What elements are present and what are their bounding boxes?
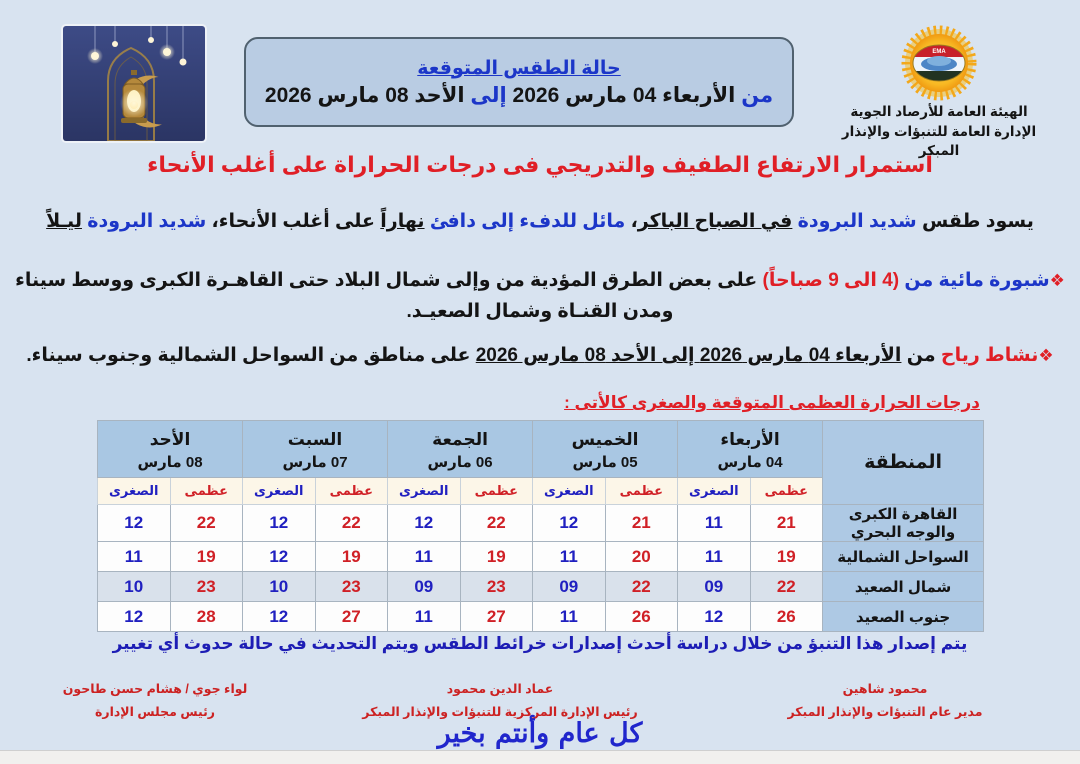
min-temp: 09 (678, 572, 751, 602)
greeting-text: كل عام وأنتم بخير (437, 718, 643, 749)
min-label: الصغرى (243, 478, 316, 505)
max-temp: 19 (315, 542, 388, 572)
min-temp: 11 (388, 542, 461, 572)
max-temp: 21 (605, 505, 678, 542)
signature-central-admin-head (290, 678, 710, 723)
min-temp: 12 (98, 505, 171, 542)
min-temp: 09 (533, 572, 606, 602)
day-header-3: السبت 07 مارس (243, 421, 388, 478)
region-name: السواحل الشمالية (823, 542, 984, 572)
text-segment: شبورة مائية من (899, 270, 1050, 291)
min-temp: 12 (533, 505, 606, 542)
forecast-bullet-fog (0, 265, 1080, 328)
fog-line2: ومدن القنـاة وشمال الصعيـد. (406, 301, 674, 323)
region-column-header: المنطقة (823, 421, 984, 505)
min-label: الصغرى (388, 478, 461, 505)
authority-name-line1: الهيئة العامة للأرصاد الجوية (850, 104, 1028, 119)
text-segment: على مناطق من السواحل الشمالية وجنوب سيناء. (26, 345, 476, 366)
max-temp: 19 (170, 542, 243, 572)
day-header-0: الأربعاء 04 مارس (678, 421, 823, 478)
max-temp: 22 (170, 505, 243, 542)
forecast-bullet-wind (0, 344, 1080, 367)
signature-blocks (0, 678, 1080, 723)
min-temp: 12 (243, 602, 316, 632)
table-row (98, 572, 984, 602)
max-temp: 22 (605, 572, 678, 602)
signature-title: رئيس الإدارة المركزية للتنبؤات والإنذار المبكر (362, 704, 638, 719)
text-segment: على أغلب الأنحاء، (206, 211, 381, 232)
max-label: عظمى (170, 478, 243, 505)
min-temp: 11 (388, 602, 461, 632)
text-segment: نهاراً (380, 211, 425, 232)
bulletin-date-range (265, 83, 773, 108)
max-temp: 22 (750, 572, 823, 602)
text-segment: (4 الى 9 صباحاً) (762, 270, 900, 291)
min-label: الصغرى (678, 478, 751, 505)
max-temp: 22 (460, 505, 533, 542)
date-to-label: إلى (464, 83, 507, 107)
max-temp: 19 (460, 542, 533, 572)
max-temp: 27 (315, 602, 388, 632)
date-to: الأحد 08 مارس 2026 (264, 83, 465, 107)
date-from-label: من (735, 83, 774, 107)
max-label: عظمى (460, 478, 533, 505)
text-segment: مائل للدفء إلى دافئ (424, 211, 626, 232)
min-label: الصغرى (98, 478, 171, 505)
table-body (98, 505, 984, 632)
table-days-row (98, 421, 984, 478)
signature-title: رئيس مجلس الإدارة (95, 704, 215, 719)
max-temp: 22 (315, 505, 388, 542)
temperature-table (97, 420, 984, 632)
text-segment: على بعض الطرق المؤدية من وإلى شمال البلاد حتى القاهـرة الكبرى ووسط سيناء (15, 270, 763, 291)
text-segment: من (901, 345, 936, 366)
min-temp: 10 (98, 572, 171, 602)
max-label: عظمى (750, 478, 823, 505)
bullet-diamond-icon: ❖ (1049, 271, 1065, 290)
min-temp: 11 (678, 505, 751, 542)
signature-title: مدير عام التنبؤات والإنذار المبكر (787, 704, 983, 719)
max-temp: 27 (460, 602, 533, 632)
signature-name: محمود شاهين (842, 682, 928, 696)
date-from: الأربعاء 04 مارس 2026 (506, 83, 736, 107)
min-temp: 12 (388, 505, 461, 542)
min-temp: 11 (678, 542, 751, 572)
max-temp: 19 (750, 542, 823, 572)
forecast-paragraph-general (0, 210, 1080, 233)
text-segment: شديد البرودة (81, 211, 207, 232)
table-row (98, 542, 984, 572)
signature-board-chairman (30, 678, 280, 723)
table-row (98, 505, 984, 542)
max-label: عظمى (315, 478, 388, 505)
max-temp: 21 (750, 505, 823, 542)
day-header-1: الخميس 05 مارس (533, 421, 678, 478)
min-temp: 10 (243, 572, 316, 602)
region-name: القاهرة الكبرى والوجه البحري (823, 505, 984, 542)
min-temp: 11 (533, 542, 606, 572)
max-temp: 23 (170, 572, 243, 602)
table-title: درجات الحرارة العظمى المتوقعة والصغرى كالأتى : (564, 393, 980, 412)
text-segment: ليـلاً (46, 211, 82, 232)
ema-sun-logo-icon (900, 24, 978, 102)
min-temp: 12 (678, 602, 751, 632)
table-row (98, 602, 984, 632)
authority-name-line2: الإدارة العامة للتنبؤات والإنذار المبكر (841, 123, 1037, 159)
text-segment: الأربعاء 04 مارس 2026 إلى الأحد 08 مارس 2026 (475, 345, 902, 366)
text-segment: ، (625, 211, 638, 232)
fog-line1 (0, 265, 1080, 296)
issuance-note: يتم إصدار هذا التنبؤ من خلال دراسة أحدث إصدارات خرائط الطقس ويتم التحديث في حالة حدوث أي تغيير (112, 634, 968, 653)
min-temp: 12 (243, 542, 316, 572)
text-segment: شديد البرودة (792, 211, 917, 232)
signature-forecast-director (720, 678, 1050, 723)
day-header-2: الجمعة 06 مارس (388, 421, 533, 478)
signature-name: عماد الدين محمود (446, 682, 554, 696)
text-segment: في الصباح الباكر (637, 211, 793, 232)
min-temp: 11 (533, 602, 606, 632)
region-name: شمال الصعيد (823, 572, 984, 602)
min-temp: 09 (388, 572, 461, 602)
min-temp: 11 (98, 542, 171, 572)
max-temp: 20 (605, 542, 678, 572)
forecast-headline: استمرار الارتفاع الطفيف والتدريجي فى درجات الحراراة على أغلب الأنحاء (147, 152, 933, 177)
max-temp: 28 (170, 602, 243, 632)
bullet-diamond-icon: ❖ (1038, 346, 1054, 365)
ema-logo-text: EMA (932, 49, 946, 55)
max-temp: 23 (315, 572, 388, 602)
min-temp: 12 (243, 505, 316, 542)
authority-logo-block (830, 24, 1048, 161)
max-temp: 23 (460, 572, 533, 602)
min-label: الصغرى (533, 478, 606, 505)
page-bottom-edge (0, 750, 1080, 764)
max-temp: 26 (605, 602, 678, 632)
region-name: جنوب الصعيد (823, 602, 984, 632)
min-temp: 12 (98, 602, 171, 632)
ramadan-lantern-image (63, 26, 205, 141)
max-label: عظمى (605, 478, 678, 505)
bulletin-title: حالة الطقس المتوقعة (417, 57, 621, 79)
max-temp: 26 (750, 602, 823, 632)
text-segment: نشاط رياح (935, 345, 1039, 366)
signature-name: لواء جوي / هشام حسن طاحون (62, 682, 248, 696)
day-header-4: الأحد 08 مارس (98, 421, 243, 478)
header-box (244, 37, 794, 127)
text-segment: يسود طقس (916, 211, 1034, 232)
